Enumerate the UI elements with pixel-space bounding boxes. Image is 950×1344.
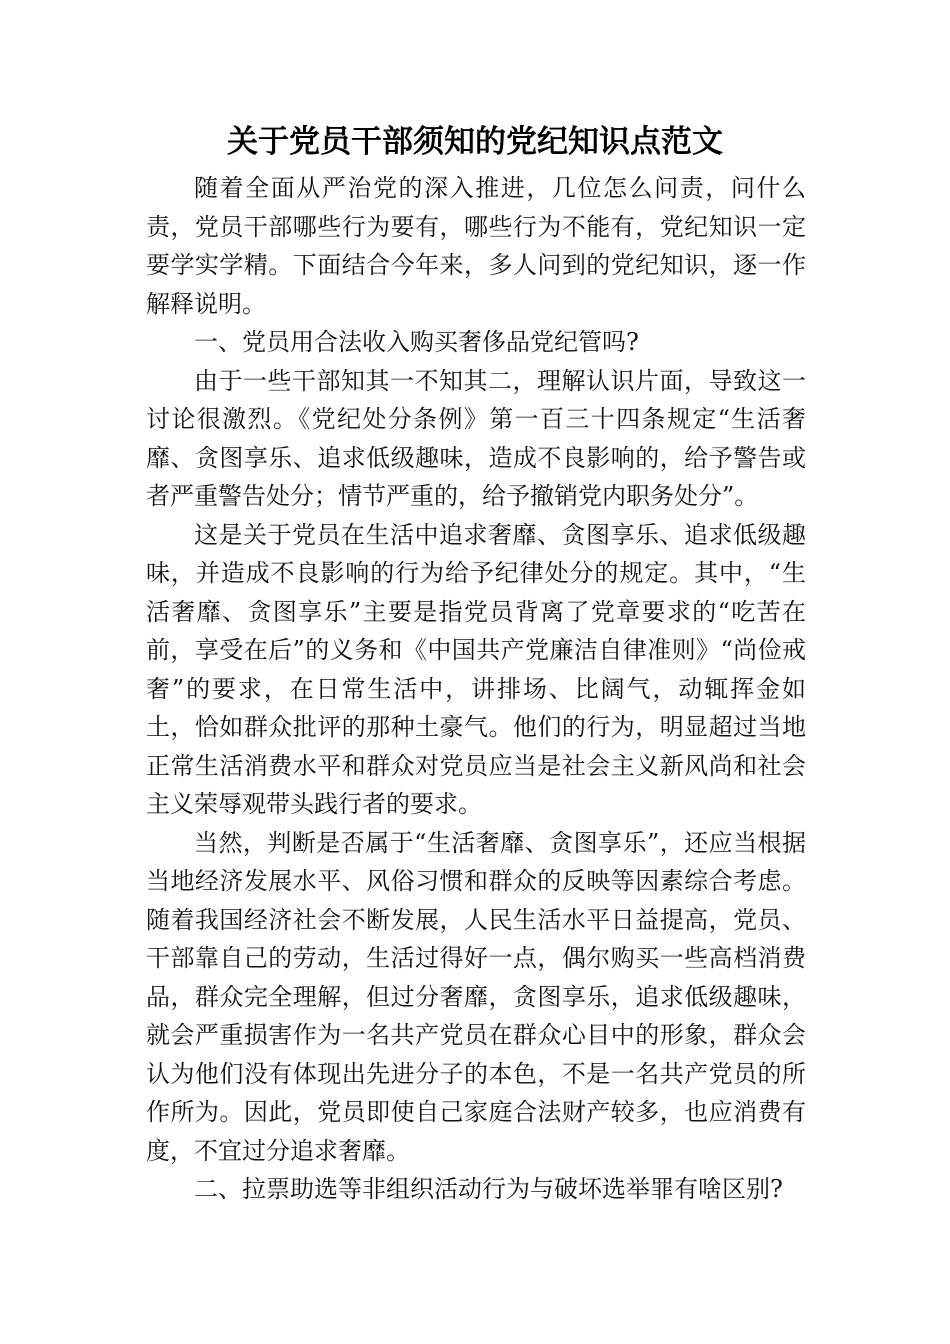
paragraph-regulation: 由于一些干部知其一不知其二，理解认识片面，导致这一讨论很激烈。《党纪处分条例》第一百三十四条规定“生活奢靡、贪图享乐、追求低级趣味，造成不良影响的，给予警告或者严重警告处分；情节严重的，给予撤销党内职务处分”。: [146, 366, 806, 510]
paragraph-judgement: 当然，判断是否属于“生活奢靡、贪图享乐”，还应当根据当地经济发展水平、风俗习惯和群众的反映等因素综合考虑。随着我国经济社会不断发展，人民生活水平日益提高，党员、干部靠自己的劳动，生活过得好一点，偶尔购买一些高档消费品，群众完全理解，但过分奢靡，贪图享乐，追求低级趣味，就会严重损害作为一名共产党员在群众心目中的形象，群众会认为他们没有体现出先进分子的本色，不是一名共产党员的所作所为。因此，党员即使自己家庭合法财产较多，也应消费有度，不宜过分追求奢靡。: [146, 828, 806, 1165]
paragraph-intro: 随着全面从严治党的深入推进，几位怎么问责，问什么责，党员干部哪些行为要有，哪些行为不能有，党纪知识一定要学实学精。下面结合今年来，多人问到的党纪知识，逐一作解释说明。: [146, 174, 806, 318]
paragraph-explanation: 这是关于党员在生活中追求奢靡、贪图享乐、追求低级趣味，并造成不良影响的行为给予纪律处分的规定。其中，“生活奢靡、贪图享乐”主要是指党员背离了党章要求的“吃苦在前，享受在后”的义务和《中国共产党廉洁自律准则》“尚俭戒奢”的要求，在日常生活中，讲排场、比阔气，动辄挥金如土，恰如群众批评的那种土豪气。他们的行为，明显超过当地正常生活消费水平和群众对党员应当是社会主义新风尚和社会主义荣辱观带头践行者的要求。: [146, 520, 806, 818]
section-heading-1: 一、党员用合法收入购买奢侈品党纪管吗?: [194, 328, 639, 356]
document-title: 关于党员干部须知的党纪知识点范文: [227, 124, 723, 160]
document-body: [146, 169, 806, 1209]
section-heading-2: 二、拉票助选等非组织活动行为与破坏选举罪有啥区别?: [194, 1175, 783, 1203]
